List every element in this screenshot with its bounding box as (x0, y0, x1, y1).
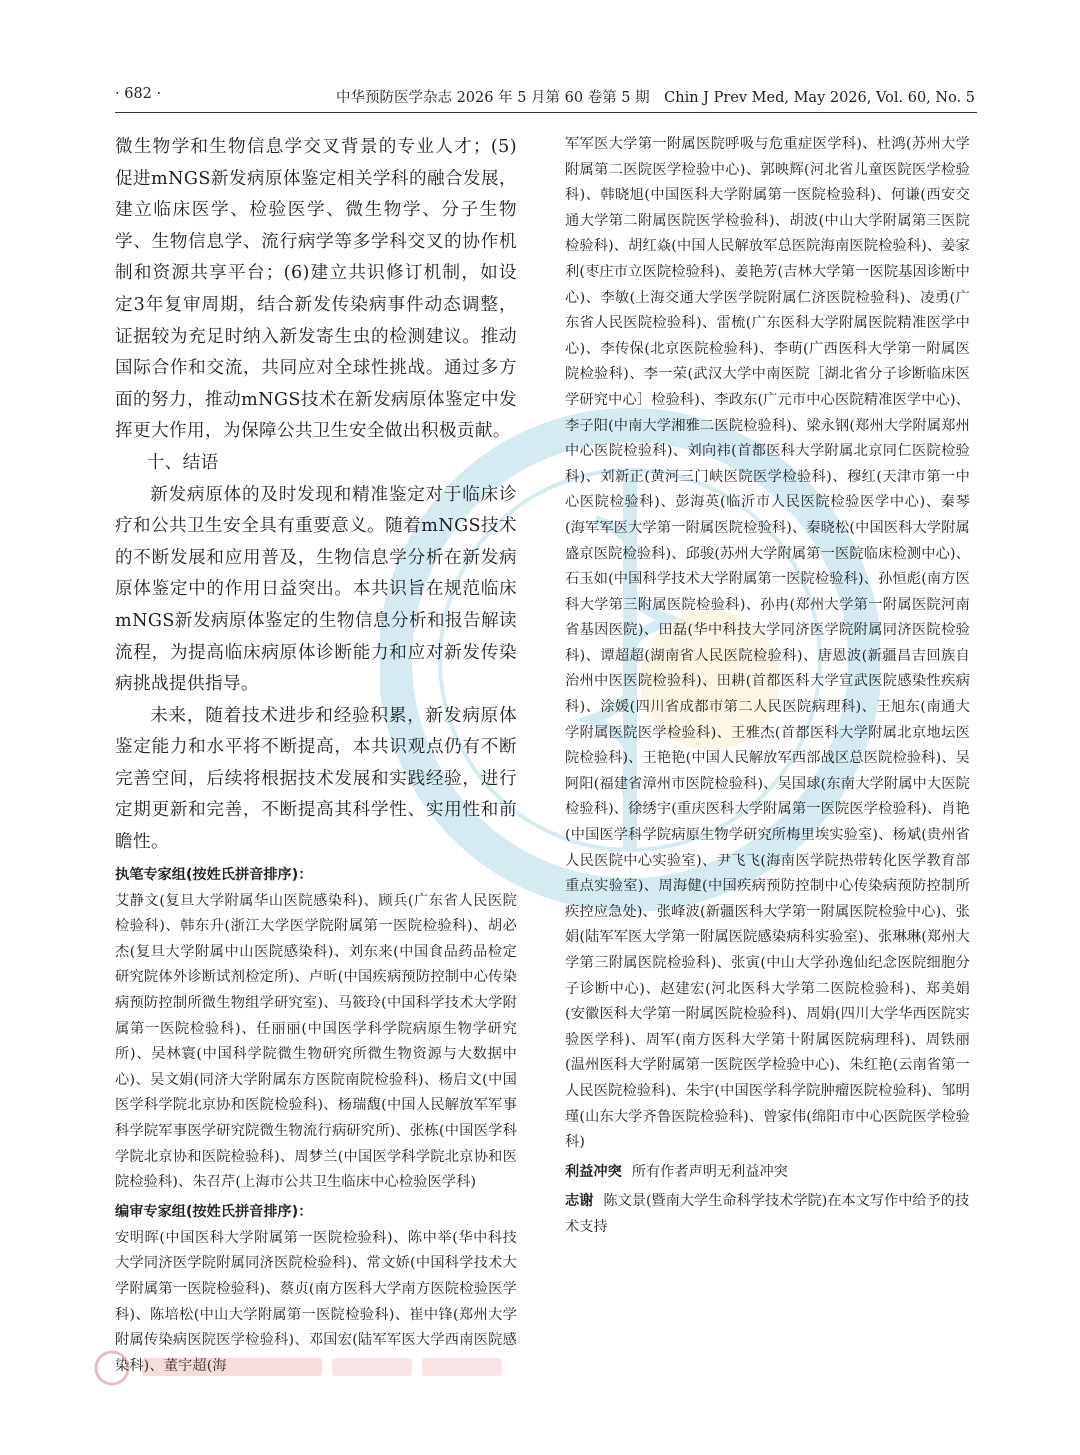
expert-list-left (115, 863, 517, 1380)
review-group-list: 安明晖(中国医科大学附属第一医院检验科)、陈中举(华中科技大学同济医学院附属同济医院检验科)、常文娇(中国科学技术大学附属第一医院检验科)、蔡贞(南方医科大学南方医院检验医学科)、陈培松(中山大学附属第一医院检验科)、崔中锋(郑州大学附属传染病医院医学检验科)、邓国宏(陆军军医大学西南医院感染科)、董宇超(海 (115, 1229, 517, 1374)
page-number: · 682 · (115, 86, 162, 102)
running-title: 中华预防医学杂志 2026 年 5 月第 60 卷第 5 期 Chin J Prev Med, May 2026, Vol. 60, No. 5 (335, 90, 975, 106)
body-paragraph: 微生物学和生物信息学交叉背景的专业人才；(5)促进mNGS新发病原体鉴定相关学科的融合发展，建立临床医学、检验医学、微生物学、分子生物学、生物信息学、流行病学等多学科交叉的协作机制和资源共享平台；(6)建立共识修订机制，如设定3年复审周期，结合新发传染病事件动态调整，证据较为充足时纳入新发寄生虫的检测建议。推动国际合作和交流，共同应对全球性挑战。通过多方面的努力，推动mNGS技术在新发病原体鉴定中发挥更大作用，为保障公共卫生安全做出积极贡献。 (115, 137, 517, 442)
conflict-statement (565, 1160, 970, 1186)
body-paragraph: 未来，随着技术进步和经验积累，新发病原体鉴定能力和水平将不断提高，本共识观点仍有不断完善空间，后续将根据技术发展和实践经验，进行定期更新和完善，不断提高其科学性、实用性和前瞻性。 (115, 705, 517, 853)
body-paragraph: 新发病原体的及时发现和精准鉴定对于临床诊疗和公共卫生安全具有重要意义。随着mNGS技术的不断发展和应用普及，生物信息学分析在新发病原体鉴定中的作用日益突出。本共识旨在规范临床mNGS新发病原体鉴定的生物信息分析和报告解读流程，为提高临床病原体诊断能力和应对新发传染病挑战提供指导。 (115, 484, 517, 695)
review-group-heading: 编审专家组(按姓氏拼音排序)： (115, 1203, 313, 1220)
left-column (115, 132, 517, 1379)
ack-text: 陈文景(暨南大学生命科学技术学院)在本文写作中给予的技术支持 (565, 1193, 970, 1235)
ack-label: 志谢 (565, 1193, 594, 1210)
conflict-text: 所有作者声明无利益冲突 (631, 1163, 788, 1180)
writing-group-heading: 执笔专家组(按姓氏拼音排序)： (115, 866, 313, 883)
page-header (115, 86, 975, 110)
review-group-list-continued: 军军医大学第一附属医院呼吸与危重症医学科)、杜鸿(苏州大学附属第二医院医学检验中心)、郭映辉(河北省儿童医院医学检验科)、韩晓旭(中国医科大学附属第一医院检验科)、何谦(西安交通大学第二附属医院医学检验科)、胡波(中山大学附属第三医院检验科)、胡红焱(中国人民解放军总医院海南医院检验科)、姜家利(枣庄市立医院检验科)、姜艳芳(吉林大学第一医院基因诊断中心)、李敏(上海交通大学医学院附属仁济医院检验科)、凌勇(广东省人民医院检验科)、雷梳(广东医科大学附属医院精准医学中心)、李传保(北京医院检验科)、李萌(广西医科大学第一附属医院检验科)、李一荣(武汉大学中南医院［湖北省分子诊断临床医学研究中心］检验科)、李政东(广元市中心医院精准医学中心)、李子阳(中南大学湘雅二医院检验科)、梁永钢(郑州大学附属郑州中心医院检验科)、刘向祎(首都医科大学附属北京同仁医院检验科)、刘新正(黄河三门峡医院医学检验科)、穆红(天津市第一中心医院检验科)、彭海英(临沂市人民医院检验医学中心)、秦琴(海军军医大学第一附属医院检验科)、秦晓松(中国医科大学附属盛京医院检验科)、邱骏(苏州大学附属第一医院临床检测中心)、石玉如(中国科学技术大学附属第一医院检验科)、孙恒彪(南方医科大学第三附属医院检验科)、孙冉(郑州大学第一附属医院河南省基因医院)、田磊(华中科技大学同济医学院附属同济医院检验科)、谭超超(湖南省人民医院检验科)、唐恩波(新疆昌吉回族自治州中医医院检验科)、田耕(首都医科大学宣武医院感染性疾病科)、涂媛(四川省成都市第二人民医院病理科)、王旭东(南通大学附属医院医学检验科)、王雅杰(首都医科大学附属北京地坛医院检验科)、王艳艳(中国人民解放军西部战区总医院检验科)、吴阿阳(福建省漳州市医院检验科)、吴国球(东南大学附属中大医院检验科)、徐绣宇(重庆医科大学附属第一医院医学检验科)、肖艳(中国医学科学院病原生物学研究所梅里埃实验室)、杨斌(贵州省人民医院中心实验室)、尹飞飞(海南医学院热带转化医学教育部重点实验室)、周海健(中国疾病预防控制中心传染病预防控制所疾控应急处)、张峰波(新疆医科大学第一附属医院检验中心)、张娟(陆军军医大学第一附属医院感染病科实验室)、张琳琳(郑州大学第三附属医院检验科)、张寅(中山大学孙逸仙纪念医院细胞分子诊断中心)、赵建宏(河北医科大学第二医院检验科)、郑美娟(安徽医科大学第一附属医院检验科)、周娟(四川大学华西医院实验医学科)、周军(南方医科大学第十附属医院病理科)、周铁丽(温州医科大学附属第一医院医学检验中心)、朱红艳(云南省第一人民医院检验科)、朱宇(中国医学科学院肿瘤医院检验科)、邹明瑾(山东大学齐鲁医院检验科)、曾家伟(绵阳市中心医院医学检验科) (565, 136, 970, 1151)
section-heading: 十、结语 (146, 452, 219, 473)
conflict-label: 利益冲突 (565, 1163, 622, 1180)
right-column (565, 132, 970, 1241)
acknowledgement (565, 1189, 970, 1240)
writing-group-list: 艾静文(复旦大学附属华山医院感染科)、顾兵(广东省人民医院检验科)、韩东升(浙江大学医学院附属第一医院检验科)、胡必杰(复旦大学附属中山医院感染科)、刘东来(中国食品药品检定研究院体外诊断试剂检定所)、卢昕(中国疾病预防控制中心传染病预防控制所微生物组学研究室)、马筱玲(中国科学技术大学附属第一医院检验科)、任丽丽(中国医学科学院病原生物学研究所)、吴林寰(中国科学院微生物研究所微生物资源与大数据中心)、吴文娟(同济大学附属东方医院南院检验科)、杨启文(中国医学科学院北京协和医院检验科)、杨瑞馥(中国人民解放军军事科学院军事医学研究院微生物流行病研究所)、张栋(中国医学科学院北京协和医院检验科)、周梦兰(中国医学科学院北京协和医院检验科)、朱召芹(上海市公共卫生临床中心检验医学科) (115, 892, 517, 1191)
header-rule (115, 112, 977, 113)
